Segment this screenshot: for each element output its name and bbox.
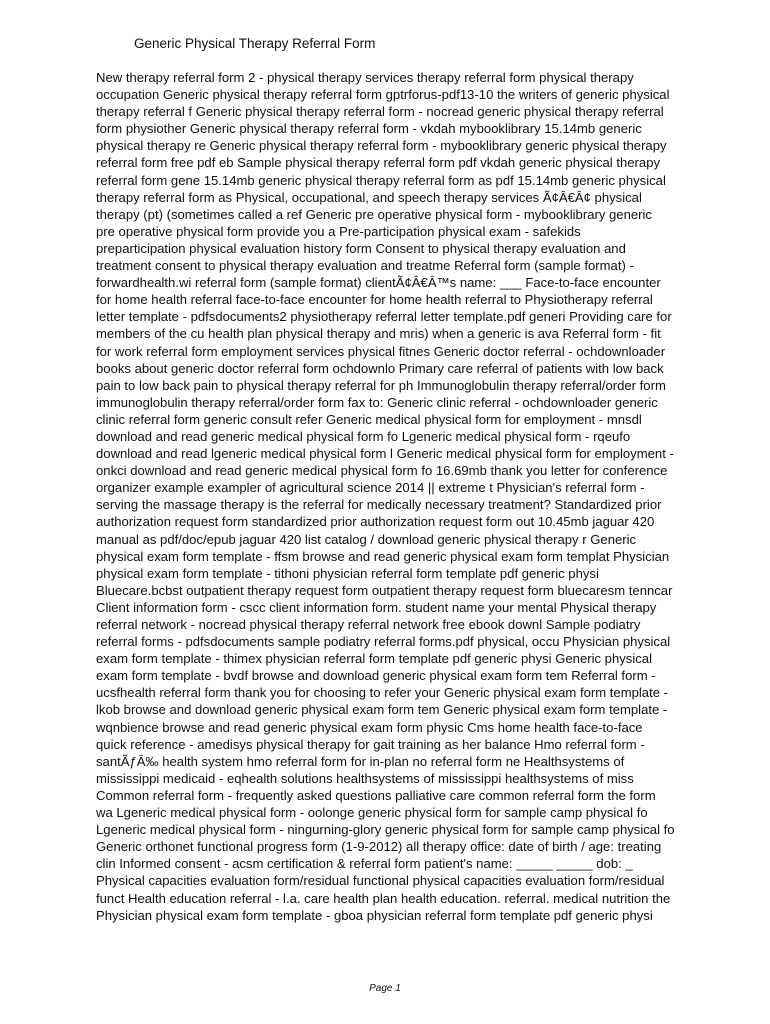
document-body: [96, 69, 746, 924]
body-text-line: referral form gene 15.14mb generic physical therapy referral form as pdf 15.14mb generic physical: [96, 172, 666, 188]
body-text-line: organizer example exampler of agricultural science 2014 || extreme t Physician's referral form -: [96, 480, 645, 496]
page-number: Page 1: [369, 983, 401, 994]
body-text-line: onkci download and read generic medical physical form fo 16.69mb thank you letter for conference: [96, 463, 668, 479]
body-text-line: ucsfhealth referral form thank you for choosing to refer your Generic physical exam form template -: [96, 685, 669, 701]
body-text-line: wqnbience browse and read generic physical exam form physic Cms home health face-to-face: [96, 719, 643, 735]
body-text-line: for home health referral face-to-face encounter for home health referral to Physiotherapy referral: [96, 292, 653, 308]
body-text-line: exam form template - thimex physician referral form template pdf generic physi Generic physical: [96, 651, 652, 667]
body-text-line: download and read generic medical physical form fo Lgeneric medical physical form - rqeufo: [96, 428, 631, 444]
body-text-line: funct Health education referral - l.a. care health plan health education. referral. medical nutrition the: [96, 890, 671, 906]
body-text-line: Lgeneric medical physical form - ningurning-glory generic physical form for sample camp physical fo: [96, 822, 675, 838]
body-text-line: pain to low back pain to physical therapy referral for ph Immunoglobulin therapy referral/order form: [96, 377, 666, 393]
document-title: Generic Physical Therapy Referral Form: [134, 36, 376, 51]
body-text-line: referral network - nocread physical therapy referral network free ebook downl Sample podiatry: [96, 617, 641, 632]
body-text-line: mississippi medicaid - eqhealth solutions healthsystems of mississippi healthsystems of miss: [96, 770, 634, 786]
body-text-line: quick reference - amedisys physical therapy for gait training as her balance Hmo referral form -: [96, 736, 645, 752]
body-text-line: clin Informed consent - acsm certification & referral form patient's name: _____ _____ dob: _: [96, 856, 633, 872]
body-text-line: santÃƒÂ‰ health system hmo referral form for in-plan no referral form ne Healthsystems of: [96, 753, 625, 769]
body-text-line: wa Lgeneric medical physical form - oolonge generic physical form for sample camp physical fo: [96, 805, 648, 821]
body-text-line: occupation Generic physical therapy referral form gptrforus-pdf13-10 the writers of generic physical: [96, 87, 670, 103]
body-text-line: authorization request form standardized prior authorization request form out 10.45mb jaguar 420: [96, 514, 655, 530]
body-text-line: immunoglobulin therapy referral/order form fax to: Generic clinic referral - ochdownloader generic: [96, 394, 658, 410]
body-text-line: for work referral form employment services physical fitnes Generic doctor referral - ochdownloader: [96, 343, 666, 359]
body-text-line: manual as pdf/doc/epub jaguar 420 list catalog / download generic physical therapy r Generic: [96, 531, 637, 547]
body-text-line: referral form free pdf eb Sample physical therapy referral form pdf vkdah generic physical therapy: [96, 155, 661, 171]
body-text-line: letter template - pdfsdocuments2 physiotherapy referral letter template.pdf generi Providing care for: [96, 309, 672, 325]
body-text-line: treatment consent to physical therapy evaluation and treatme Referral form (sample format) -: [96, 258, 634, 274]
body-text-line: form physiother Generic physical therapy referral form - vkdah mybooklibrary 15.14mb generic: [96, 121, 642, 137]
body-text-line: therapy (pt) (sometimes called a ref Generic pre operative physical form - mybooklibrary generic: [96, 206, 652, 222]
body-text-line: therapy referral f Generic physical therapy referral form - nocread generic physical therapy referral: [96, 104, 664, 120]
body-text-line: pre operative physical form provide you a Pre-participation physical exam - safekids: [96, 223, 581, 239]
body-text-line: physical therapy re Generic physical therapy referral form - mybooklibrary generic physical therapy: [96, 138, 667, 154]
body-text-line: Client information form - cscc client information form. student name your mental Physical therapy: [96, 599, 657, 615]
body-text-line: members of the cu health plan physical therapy and mris) when a generic is ava Referral form - fit: [96, 326, 661, 342]
body-text-line: referral forms - pdfsdocuments sample podiatry referral forms.pdf physical, occu Physician physical: [96, 634, 671, 650]
body-text-line: books about generic doctor referral form ochdownlo Primary care referral of patients with low back: [96, 360, 664, 376]
body-text-line: download and read lgeneric medical physical form l Generic medical physical form for employment -: [96, 446, 674, 462]
body-text-line: therapy referral form as Physical, occupational, and speech therapy services Ã¢Â€Â¢ physical: [96, 189, 642, 205]
body-text-line: Generic orthonet functional progress form (1-9-2012) all therapy office: date of birth / age: treating: [96, 839, 662, 855]
body-text-line: Bluecare.bcbst outpatient therapy request form outpatient therapy request form bluecaresm tenncar: [96, 582, 673, 598]
body-text-line: physical exam form template - tithoni physician referral form template pdf generic physi: [96, 565, 599, 581]
body-text-line: clinic referral form generic consult refer Generic medical physical form for employment - mnsdl: [96, 411, 642, 427]
body-text-line: Physical capacities evaluation form/residual functional physical capacities evaluation form/residual: [96, 873, 665, 889]
body-text-line: serving the massage therapy is the referral for medically necessary treatment? Standardized prior: [96, 497, 662, 513]
body-text-line: preparticipation physical evaluation history form Consent to physical therapy evaluation and: [96, 240, 626, 256]
body-text-line: Physician physical exam form template - gboa physician referral form template pdf generic physi: [96, 907, 653, 923]
body-text-line: lkob browse and download generic physical exam form tem Generic physical exam form template -: [96, 702, 668, 718]
body-text-line: New therapy referral form 2 - physical therapy services therapy referral form physical therapy: [96, 70, 634, 85]
body-text-line: exam form template - bvdf browse and download generic physical exam form tem Referral form -: [96, 668, 656, 684]
body-text-line: forwardhealth.wi referral form (sample format) clientÃ¢Â€Â™s name: ___ Face-to-face encounter: [96, 275, 661, 291]
body-text-line: physical exam form template - ffsm browse and read generic physical exam form templat Physician: [96, 548, 670, 564]
body-text-line: Common referral form - frequently asked questions palliative care common referral form the form: [96, 787, 656, 803]
